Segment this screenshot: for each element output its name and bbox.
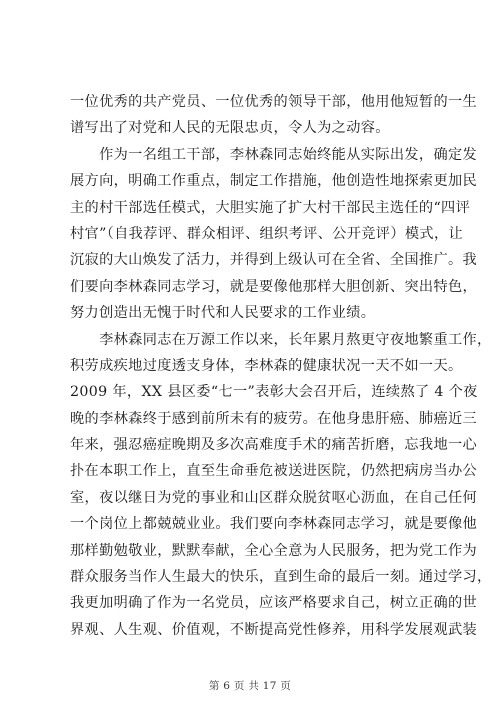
text-line: 一位优秀的共产党员、一位优秀的领导干部，他用他短暂的一生 <box>70 94 478 110</box>
text-line: 李林森同志在万源工作以来，长年累月熬更守夜地繁重工作， <box>70 331 492 348</box>
text-line: 积劳成疾地过度透支身体，李林森的健康状况一天不如一天。 <box>70 357 463 374</box>
text-line: 界观、人生观、价值观，不断提高党性修养，用科学发展观武装 <box>70 621 478 638</box>
text-line: 2009 年，XX 县区委“七一”表彰大会召开后，连续熬了 4 个夜 <box>70 384 478 401</box>
text-line: 一个岗位上都兢兢业业。我们要向李林森同志学习，就是要像他 <box>70 516 478 533</box>
text-line: 主的村干部选任模式，大胆实施了扩大村干部民主选任的“四评 <box>70 199 471 216</box>
text-line: 那样勤勉敬业，默默奉献，全心全意为人民服务，把为党工作为 <box>70 542 478 559</box>
text-line: 年来，强忍癌症晚期及多次高难度手术的痛苦折磨，忘我地一心 <box>70 437 478 454</box>
text-line: 展方向，明确工作重点，制定工作措施，他创造性地探索更加民 <box>70 173 478 190</box>
text-line: 村官”（自我荐评、群众相评、组织考评、公开竞评）模式，让 <box>70 225 464 242</box>
text-line: 作为一名组工干部，李林森同志始终能从实际出发，确定发 <box>70 146 478 163</box>
page-footer: 第 6 页 共 17 页 <box>208 680 292 692</box>
text-line: 群众服务当作人生最大的快乐，直到生命的最后一刻。通过学习， <box>70 569 492 586</box>
body-text <box>70 89 492 643</box>
text-line: 扑在本职工作上，直至生命垂危被送进医院，仍然把病房当办公 <box>70 463 478 480</box>
text-line: 谱写出了对党和人民的无限忠贞，令人为之动容。 <box>70 120 390 137</box>
text-line: 室，夜以继日为党的事业和山区群众脱贫呕心沥血，在自己任何 <box>70 489 478 506</box>
text-line: 沉寂的大山焕发了活力，并得到上级认可在全省、全国推广。我 <box>70 252 478 269</box>
text-line: 努力创造出无愧于时代和人民要求的工作业绩。 <box>70 305 376 322</box>
text-line: 晚的李林森终于感到前所未有的疲劳。在他身患肝癌、肺癌近三 <box>70 410 478 427</box>
text-line: 我更加明确了作为一名党员，应该严格要求自己，树立正确的世 <box>70 595 478 612</box>
text-line: 们要向李林森同志学习，就是要像他那样大胆创新、突出特色， <box>70 278 478 295</box>
